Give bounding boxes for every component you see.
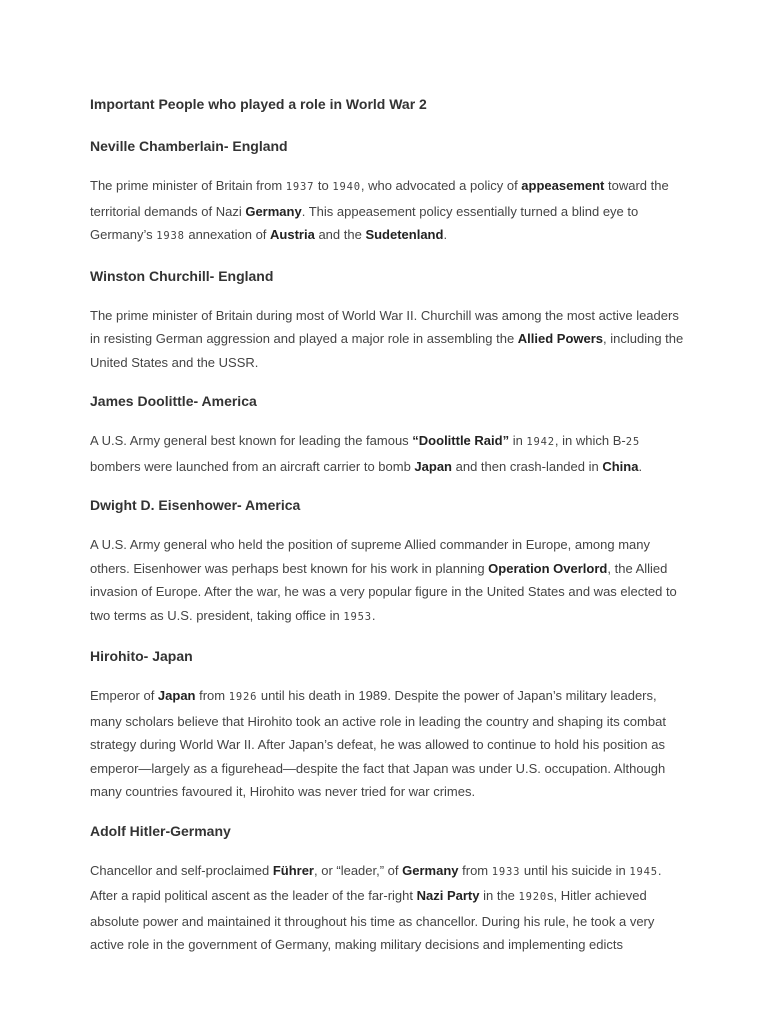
bold-term: Sudetenland <box>365 227 444 242</box>
text-run: , including the United States and the USSR. <box>90 331 684 370</box>
bold-term: Operation Overlord <box>488 560 608 576</box>
text-run: to <box>314 178 333 193</box>
text-run: . <box>638 458 643 474</box>
bold-term: Germany <box>402 862 459 878</box>
text-run: bombers were launched from an aircraft carrier to bomb <box>90 458 415 474</box>
section-paragraph <box>90 859 690 957</box>
text-run: and the <box>314 227 366 242</box>
text-run: . <box>371 607 376 623</box>
text-run: A U.S. Army general who held the position of supreme Allied commander in Europe, among many others. Eisenhower was perhaps best known for his work in planning <box>90 537 651 576</box>
year-number: 1920 <box>518 891 548 903</box>
section-paragraph <box>90 429 690 478</box>
text-run: , or “leader,” of <box>313 862 403 878</box>
text-run: , in which B- <box>554 433 626 448</box>
text-run: A U.S. Army general best known for leading the famous <box>90 433 413 448</box>
year-number: 1942 <box>526 436 555 448</box>
section-heading: Winston Churchill- England <box>90 267 274 284</box>
text-run: . <box>443 227 448 242</box>
text-run: toward the territorial demands of Nazi <box>90 178 669 219</box>
text-run: . This appeasement policy essentially turned a blind eye to Germany’s <box>90 203 639 242</box>
document-page <box>90 94 690 974</box>
year-number: 1953 <box>343 610 372 623</box>
section-heading: Neville Chamberlain- England <box>90 138 288 154</box>
bold-term: Allied Powers <box>517 331 604 346</box>
text-run: in the <box>479 888 519 903</box>
year-number: 1938 <box>156 230 185 242</box>
year-number: 1940 <box>332 181 361 193</box>
text-run: until his suicide in <box>520 862 630 878</box>
year-number: 1926 <box>228 691 258 703</box>
section-paragraph <box>90 304 690 375</box>
text-run: from <box>458 862 492 878</box>
year-number: 25 <box>625 436 640 448</box>
text-run: and then crash-landed in <box>452 458 603 474</box>
section-heading: Dwight D. Eisenhower- America <box>90 497 301 513</box>
section-heading: Adolf Hitler-Germany <box>90 822 231 839</box>
text-run: The prime minister of Britain from <box>90 178 286 193</box>
section-heading: James Doolittle- America <box>90 393 257 409</box>
year-number: 1937 <box>285 181 315 193</box>
section-paragraph <box>90 174 690 249</box>
sections-container <box>90 136 690 957</box>
text-run: in <box>509 433 527 448</box>
document-title: Important People who played a role in World War 2 <box>90 96 427 112</box>
text-run: s, Hitler achieved absolute power and maintained it throughout his time as chancellor. During his rule, he took a very active role in the government of Germany, making military decisions and implementing edicts <box>90 888 655 952</box>
bold-term: “Doolittle Raid” <box>412 433 510 448</box>
section-paragraph <box>90 533 690 629</box>
text-run: , who advocated a policy of <box>360 178 522 193</box>
text-run: Chancellor and self-proclaimed <box>90 862 273 878</box>
text-run: until his death in 1989. Despite the power of Japan’s military leaders, many scholars believe that Hirohito took an active role in leading the country and shaping its combat strategy during World War II. After Japan’s defeat, he was allowed to continue to hold his position as emperor—largely as a figurehead—despite the fact that Japan was under U.S. occupation. Although many countries favoured it, Hirohito was never tried for war crimes. <box>90 688 666 799</box>
section-paragraph <box>90 684 690 804</box>
text-run: , the Allied invasion of Europe. After the war, he was a very popular figure in the United States and was elected to two terms as U.S. president, taking office in <box>90 560 677 623</box>
bold-term: Japan <box>414 458 452 474</box>
section-heading: Hirohito- Japan <box>90 648 193 664</box>
bold-term: Führer <box>272 862 314 878</box>
bold-term: Nazi Party <box>416 888 480 903</box>
bold-term: Germany <box>245 203 302 219</box>
text-run: annexation of <box>184 227 271 242</box>
bold-term: Austria <box>270 227 315 242</box>
text-run: Emperor of <box>90 688 158 703</box>
text-run: from <box>195 688 229 703</box>
year-number: 1933 <box>491 865 521 878</box>
bold-term: China <box>602 458 639 474</box>
text-run: The prime minister of Britain during most of World War II. Churchill was among the most active leaders in resisting German aggression and played a major role in assembling the <box>90 307 679 346</box>
bold-term: appeasement <box>521 178 605 193</box>
year-number: 1945 <box>629 865 658 878</box>
text-run: . After a rapid political ascent as the leader of the far-right <box>90 862 662 903</box>
bold-term: Japan <box>157 688 196 703</box>
